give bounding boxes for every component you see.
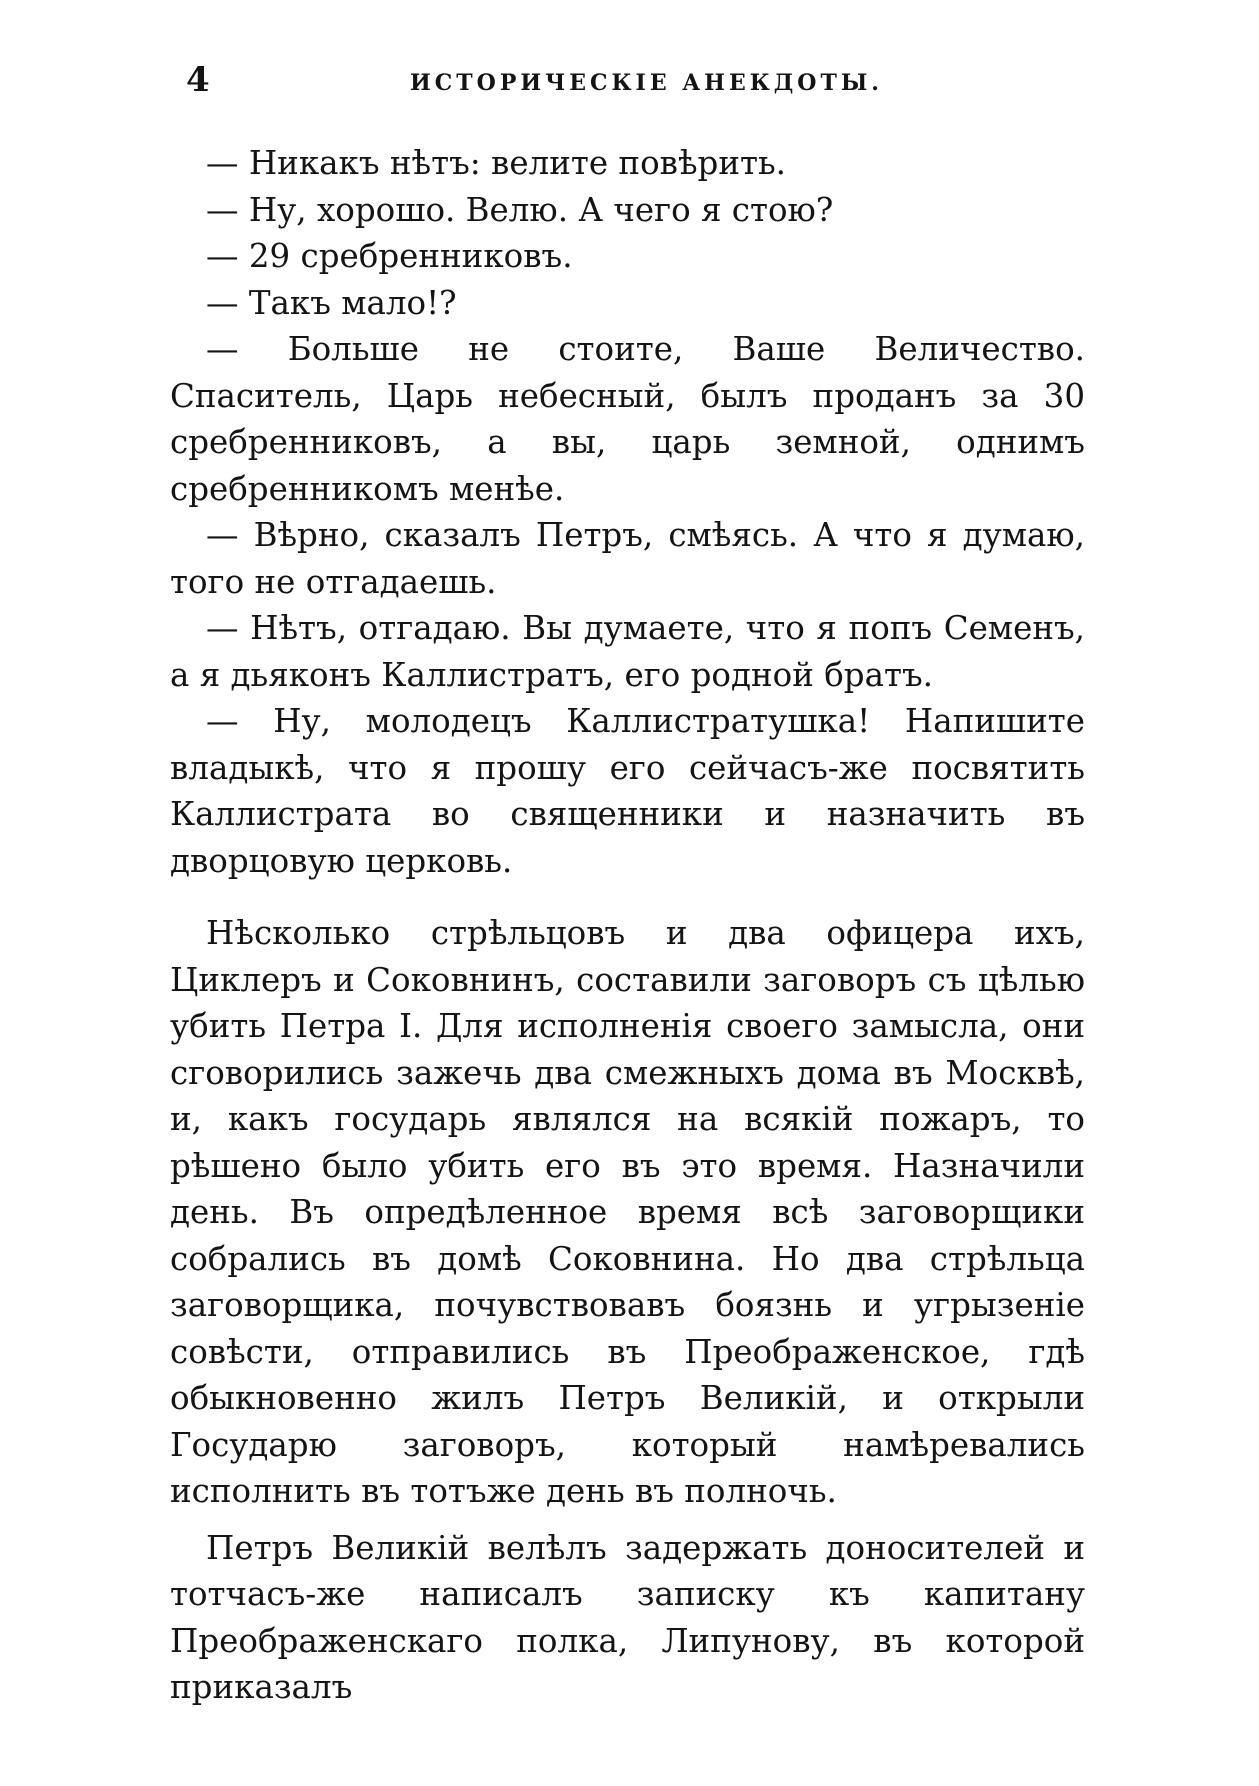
narrative-section <box>170 910 1085 1711</box>
dialogue-line: — Вѣрно, сказалъ Петръ, смѣясь. А что я думаю, того не отгадаешь. <box>170 516 1085 601</box>
narrative-paragraph: Петръ Великій велѣлъ задержать доносителей и тотчасъ-же написалъ записку къ капитану Преображенскаго полка, Липунову, въ которой приказалъ <box>170 1528 1085 1706</box>
dialogue-line: — Такъ мало!? <box>206 283 457 322</box>
dialogue-line: — Больше не стоите, Ваше Величество. Спаситель, Царь небесный, былъ проданъ за 30 сребренниковъ, а вы, царь земной, однимъ сребренникомъ менѣе. <box>170 330 1085 508</box>
dialogue-line: — Ну, молодецъ Каллистратушка! Напишите владыкѣ, что я прошу его сейчасъ-же посвятить Каллистрата во священники и назначить въ дворцовую церковь. <box>170 702 1085 880</box>
dialogue-line: — 29 сребренниковъ. <box>206 237 573 275</box>
dialogue-section <box>170 140 1085 884</box>
page-header <box>186 60 1066 110</box>
page-number: 4 <box>186 60 210 100</box>
running-head: ИСТОРИЧЕСКІЕ АНЕКДОТЫ. <box>410 70 883 96</box>
dialogue-line: — Никакъ нѣтъ: велите повѣрить. <box>206 144 787 182</box>
narrative-paragraph: Нѣсколько стрѣльцовъ и два офицера ихъ, Циклеръ и Соковнинъ, составили заговоръ съ цѣлью убить Петра I. Для исполненія своего замысла, они сговорились зажечь два смежныхъ дома въ Москвѣ, и, какъ государь являлся на всякій пожаръ, то рѣшено было убить его въ это время. Назначили день. Въ опредѣленное время всѣ заговорщики собрались въ домѣ Соковнина. Но два стрѣльца заговорщика, почувствовавъ боязнь и угрызеніе совѣсти, отправились въ Преображенское, гдѣ обыкновенно жилъ Петръ Великій, и открыли Государю заговоръ, который намѣревались исполнить въ тотъже день въ полночь. <box>170 914 1085 1510</box>
dialogue-line: — Нѣтъ, отгадаю. Вы думаете, что я попъ Семенъ, а я дьяконъ Каллистратъ, его родной братъ. <box>170 609 1085 694</box>
dialogue-line: — Ну, хорошо. Велю. А чего я стою? <box>206 190 834 229</box>
